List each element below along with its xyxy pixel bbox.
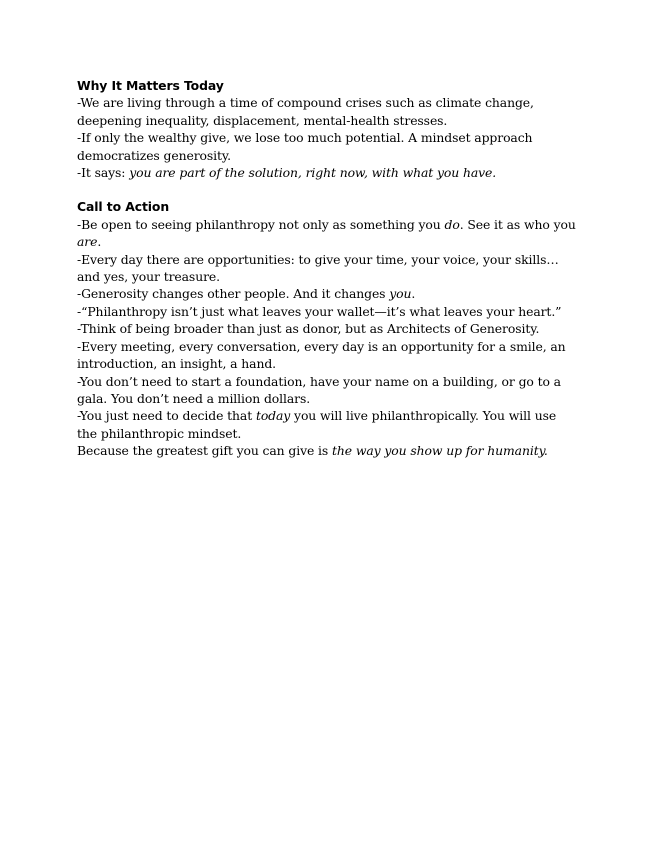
- paragraph: [77, 320, 577, 337]
- paragraph-emphasis: the way you show up for humanity.: [332, 443, 548, 459]
- paragraph-text: -Generosity changes other people. And it changes: [77, 286, 390, 302]
- paragraph-text: -Think of being broader than just as donor, but as Architects of Generosity.: [77, 321, 540, 337]
- paragraph-text: -“Philanthropy isn’t just what leaves your wallet—it’s what leaves your heart.”: [77, 303, 562, 319]
- paragraph-text: -Be open to seeing philanthropy not only as something you: [77, 216, 445, 232]
- paragraph-text: -If only the wealthy give, we lose too much potential. A mindset approach democratizes generosity.: [77, 130, 533, 163]
- paragraph: [77, 251, 577, 286]
- paragraph: [77, 216, 577, 251]
- paragraph-emphasis: are: [77, 234, 98, 250]
- paragraph: [77, 164, 577, 181]
- paragraph-text: .: [411, 286, 416, 302]
- closing-paragraph: [77, 442, 577, 459]
- document-body: [77, 77, 577, 460]
- paragraph-text: -We are living through a time of compound crises such as climate change, deepening inequality, displacement, mental-health stresses.: [77, 95, 534, 128]
- paragraph-text: -Every meeting, every conversation, every day is an opportunity for a smile, an introduction, an insight, a hand.: [77, 338, 566, 372]
- paragraph-text: -You just need to decide that: [77, 408, 256, 424]
- paragraph: [77, 129, 577, 164]
- paragraph-emphasis: you are part of the solution, right now, with what you have.: [129, 165, 497, 181]
- paragraph-emphasis: do: [444, 216, 460, 232]
- paragraph-text: -It says:: [77, 165, 130, 181]
- section-heading-why-it-matters: Why It Matters Today: [77, 78, 224, 93]
- section-heading-call-to-action: Call to Action: [77, 199, 170, 215]
- paragraph-emphasis: today: [255, 408, 291, 424]
- paragraph-emphasis: you: [389, 286, 412, 302]
- paragraph-text: Because the greatest gift you can give is: [77, 443, 333, 459]
- paragraph: [77, 285, 577, 302]
- paragraph-quote: [77, 303, 577, 320]
- paragraph-text: -You don’t need to start a foundation, have your name on a building, or go to a gala. You don’t need a million dollars.: [77, 373, 561, 406]
- paragraph: [77, 94, 577, 129]
- paragraph: [77, 407, 577, 442]
- paragraph-text: you will live philanthropically. You will use the philanthropic mindset.: [77, 408, 557, 441]
- paragraph-text: . See it as who you: [459, 216, 576, 232]
- paragraph-text: .: [97, 234, 102, 250]
- paragraph: [77, 338, 577, 373]
- section-spacer: [77, 181, 577, 198]
- paragraph: [77, 373, 577, 408]
- paragraph-text: -Every day there are opportunities: to give your time, your voice, your skills…and yes, your treasure.: [77, 251, 559, 285]
